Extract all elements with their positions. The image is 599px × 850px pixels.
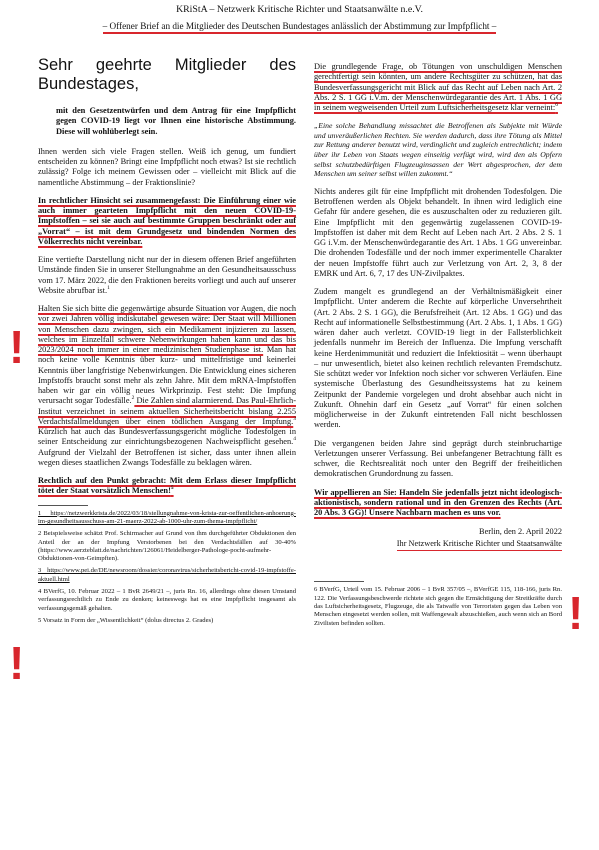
signature-place-date: Berlin, den 2. April 2022: [479, 527, 562, 537]
exclamation-mark-2: !: [9, 637, 25, 689]
footnote-ref-2: 2: [131, 395, 135, 402]
letter-header: [0, 4, 599, 34]
situation-paragraph: Halten Sie sich bitte die gegenwärtige absurde Situation vor Augen, die noch vor zwei Jahren völlig indiskutabel gewesen wäre: Der Staat will Millionen von Menschen dazu zwingen, sich ein Medikament injizieren zu lassen, welches im Einzelfall schwere Nebenwirkungen haben kann und das bis 2023/2024 noch immer in einer medizinischen Studienphase ist. Man hat noch keine volle Kenntnis über kurz- und mittelfristige und keinerlei Kenntnis über langfristige Nebenwirkungen. Die Entwicklung eines sicheren Impfstoffs braucht sonst mehr als zehn Jahre. Mit dem mRNA-Impfstoffen haben wir gar ein völlig neues Wirkprinzip. Fest steht: Die Impfung verursacht sogar Todesfälle.$^2$ Die Zahlen sind alarmierend. Das Paul-Ehrlich-Institut verzeichnet in seinem aktuellen Sicherheitsbericht bislang 2.255 Verdachtsfallmeldungen über einen tödlichen Ausgang der Impfung.$^3$ Kürzlich hat auch das Bundesverfassungsgericht mögliche Todesfolgen in seiner Entscheidung zur einrichtungsbezogenen Nachweispflicht gesehen.$^4$ Aufgrund der Vielzahl der Betroffenen ist sicher, dass unter ihnen allein wegen dieses staatlichen Zwangs Todesfälle zu beklagen wären.: [38, 304, 296, 467]
footnote-2: 2 Beispielsweise schätzt Prof. Schirmacher auf Grund von ihm durchgeführter Obduktionen den Anteil der an der Impfung Verstorbenen bei den Verdachtsfällen auf 30-40% (https://www.aerzteblatt.de/nachrichten/126061/Heidelberger-Pathologe-pocht-aufmehr-Obduktionen-von-Geimpften).: [38, 530, 296, 563]
footnote-5: 5 Vorsatz in Form der „Wissentlichkeit“ (dolus directus 2. Grades): [38, 616, 214, 624]
footnote-ref-6: 6: [555, 102, 558, 109]
footnote-6: 6 BVerfG, Urteil vom 15. Februar 2006 – 1 BvR 357/05 –, BVerfGE 115, 118-166, juris Rn. 122. Die Verfassungsbeschwerde richtete sich gegen die Ermächtigung der Streitkräfte durch das Luftsicherheitsgesetz, Flugzeuge, die als Tatwaffe von Terroristen gegen das Leben von Menschen eingesetzt werden sollen, mit Waffengewalt abzuschießen, auch wenn sich an Bord Zivilisten befinden sollten.: [314, 586, 562, 627]
footnote-3[interactable]: 3 https://www.pei.de/DE/newsroom/dossier/coronavirus/sicherheitsbericht-covid-19-impfstoffe-aktuell.html: [38, 567, 296, 583]
footnote-divider-right: [314, 581, 364, 582]
constitution-paragraph: Die vergangenen beiden Jahre sind geprägt durch steinbruchartige Verletzungen unserer Verfassung. Bei unbefangener Betrachtung fällt es schwer, die Rechtsrealität noch unter den Begriff der freiheitlichen demokratischen Grundordnung zu fassen.: [314, 438, 562, 479]
legal-summary-paragraph: In rechtlicher Hinsicht sei zusammengefasst: Die Einführung einer wie auch immer gearteten Impfpflicht mit den neuen COVID-19-Impfstoffen – sei sie auch auf bestimmte Gruppen beschränkt oder auf „Vorrat“ – ist mit dem Grundgesetz und bindenden Normen des Völkerrechts nicht vereinbar.: [38, 195, 296, 246]
signature-name: Ihr Netzwerk Kritische Richter und Staatsanwälte: [397, 538, 562, 551]
exclamation-mark-1: !: [9, 321, 25, 373]
footnote-divider: [38, 505, 88, 506]
footnote-ref-5: 5: [170, 485, 174, 492]
court-quote: „Eine solche Behandlung missachtet die Betroffenen als Subjekte mit Würde und unveräußerlichen Rechten. Sie werden dadurch, dass ihre Tötung als Mittel zur Rettung anderer benutzt wird, verdinglicht und zugleich entrechtlicht; indem über ihr Leben von Staats wegen einseitig verfügt wird, wird den als Opfern selbst schutzbedürftigen Flugzeuginsassen der Wert abgesprochen, der dem Menschen um seiner selbst willen zukommt.“: [314, 121, 562, 179]
footnote-1[interactable]: 1 https://netzwerkkrista.de/2022/03/18/stellungnahme-von-krista-zur-oeffentlichen-anhoerung-im-gesundheitsausschuss-am-21-maerz-2022-ab-1000-uhr-zum-thema-impfpflicht/: [38, 509, 296, 525]
left-column: [38, 56, 296, 629]
footnotes-left: [38, 510, 296, 626]
org-name: KRiStA – Netzwerk Kritische Richter und Staatsanwälte n.e.V.: [176, 4, 423, 15]
intro-paragraph: mit den Gesetzentwürfen und dem Antrag für eine Impfpflicht gegen COVID-19 liegt vor Ihnen eine historische Abstimmung. Diese will wohlüberlegt sein.: [56, 106, 296, 136]
footnote-4: 4 BVerfG, 10. Februar 2022 – 1 BvR 2649/21 –, juris Rn. 16, allerdings ohne diesen Umstand verfassungsrechtlich zu Ende zu denken; keineswegs hat es eine Impfpflicht insgesamt als verfassungsgemäß gehalten.: [38, 588, 296, 612]
proportionality-paragraph: Zudem mangelt es grundlegend an der Verhältnismäßigkeit einer Impfpflicht. Unter anderem die Rechte auf körperliche Unversehrtheit (Art. 2 Abs. 2 S. 1 GG), die Berufsfreiheit (Art. 12 Abs. 1 GG) und das Recht auf informationelle Selbstbestimmung (Art. 2 Abs. 1, 1 Abs. 1 GG) wären daher auch verletzt. COVID-19 liegt in der Fallsterblichkeit jedenfalls nunmehr im Bereich der Influenza. Die Impfung verschafft keine Herdenimmunität und reduziert die Infektiosität – wenn überhaupt – nur unwesentlich, bietet also keinen rechtlich relevanten Fremdschutz. Sie schützt weder vor Infektion noch sicher vor schweren Verläufen. Eine systemische Überlastung des Gesundheitssystems hat zu keinem Zeitpunkt der Pandemie vorgelegen und droht absehbar auch nicht in Zukunft. Ohnehin darf ein Gesetz „auf Vorrat“ für einen solchen möglicherweise in der Zukunft eintretenden Fall nicht beschlossen werden.: [314, 287, 562, 430]
signature-block: [314, 526, 562, 551]
footnote-ref-4: 4: [293, 436, 296, 443]
statement-paragraph: Eine vertiefte Darstellung nicht nur der in diesem offenen Brief angeführten Umstände finden Sie in unserer Stellungnahme an den Gesundheitsausschuss vom 17. März 2022, die den Fraktionen bereits vorliegt und auch auf unserer Website abrufbar ist.$^1$: [38, 255, 296, 295]
conclusion-paragraph: Rechtlich auf den Punkt gebracht: Mit dem Erlass dieser Impfpflicht tötet der Staat vorsätzlich Menschen!$^5$: [38, 476, 296, 496]
fundamental-question-paragraph: Die grundlegende Frage, ob Tötungen von unschuldigen Menschen gerechtfertigt sein könnten, um andere Rechtsgüter zu schützen, hat das Bundesverfassungsgericht mit Blick auf das Recht auf Leben nach Art. 2 Abs. 2 S. 1 GG i.V.m. der Menschenwürdegarantie des Art. 1 Abs. 1 GG in seinem wegweisenden Urteil zum Luftsicherheitsgesetz klar verneint:$^6$: [314, 62, 562, 112]
salutation-title: Sehr geehrte Mitglieder des Bundestages,: [38, 56, 296, 93]
footnote-ref-3: 3: [293, 416, 296, 423]
footnotes-right: [314, 586, 562, 627]
right-column: [314, 62, 562, 632]
appeal-paragraph: Wir appellieren an Sie: Handeln Sie jedenfalls jetzt nicht ideologisch-aktionistisch, sondern rational und in den Grenzen des Rechts (Art. 20 Abs. 3 GG)! Unsere Nachbarn machen es uns vor.: [314, 487, 562, 518]
footnote-ref-1: 1: [107, 285, 110, 292]
exclamation-mark-3: !: [568, 587, 584, 639]
questions-paragraph: Ihnen werden sich viele Fragen stellen. Weiß ich genug, um fundiert entscheiden zu können? Bringt eine Impfpflicht noch etwas? Ist sie rechtlich zulässig? Folge ich meinem Gewissen oder – vielleicht mit Blick auf die namentliche Abstimmung – der Fraktionslinie?: [38, 146, 296, 187]
letter-subtitle: – Offener Brief an die Mitglieder des Deutschen Bundestages anlässlich der Abstimmung zur Impfpflicht –: [103, 20, 497, 34]
object-paragraph: Nichts anderes gilt für eine Impfpflicht mit drohenden Todesfolgen. Die Betroffenen werden als Objekt behandelt. In ihnen wird lediglich eine Gefahr für andere gesehen, die es auszuschalten oder zu reduzieren gilt. Eine Impfpflicht mit den gegenwärtig zugelassenen COVID-19-Impfstoffen ist daher mit dem Recht auf Leben nach Art. 2 Abs. 2 S. 1 GG i.V.m. der Menschenwürdegarantie des Art. 1 Abs. 1 GG unvereinbar. Die drohenden Todesfälle und der noch immer experimentelle Charakter der neuen Impfstoffe führt auch zur Verletzung von Art. 2, 3, 8 der EMRK und Art. 6, 7, 17 des UN-Zivilpaktes.: [314, 186, 562, 278]
